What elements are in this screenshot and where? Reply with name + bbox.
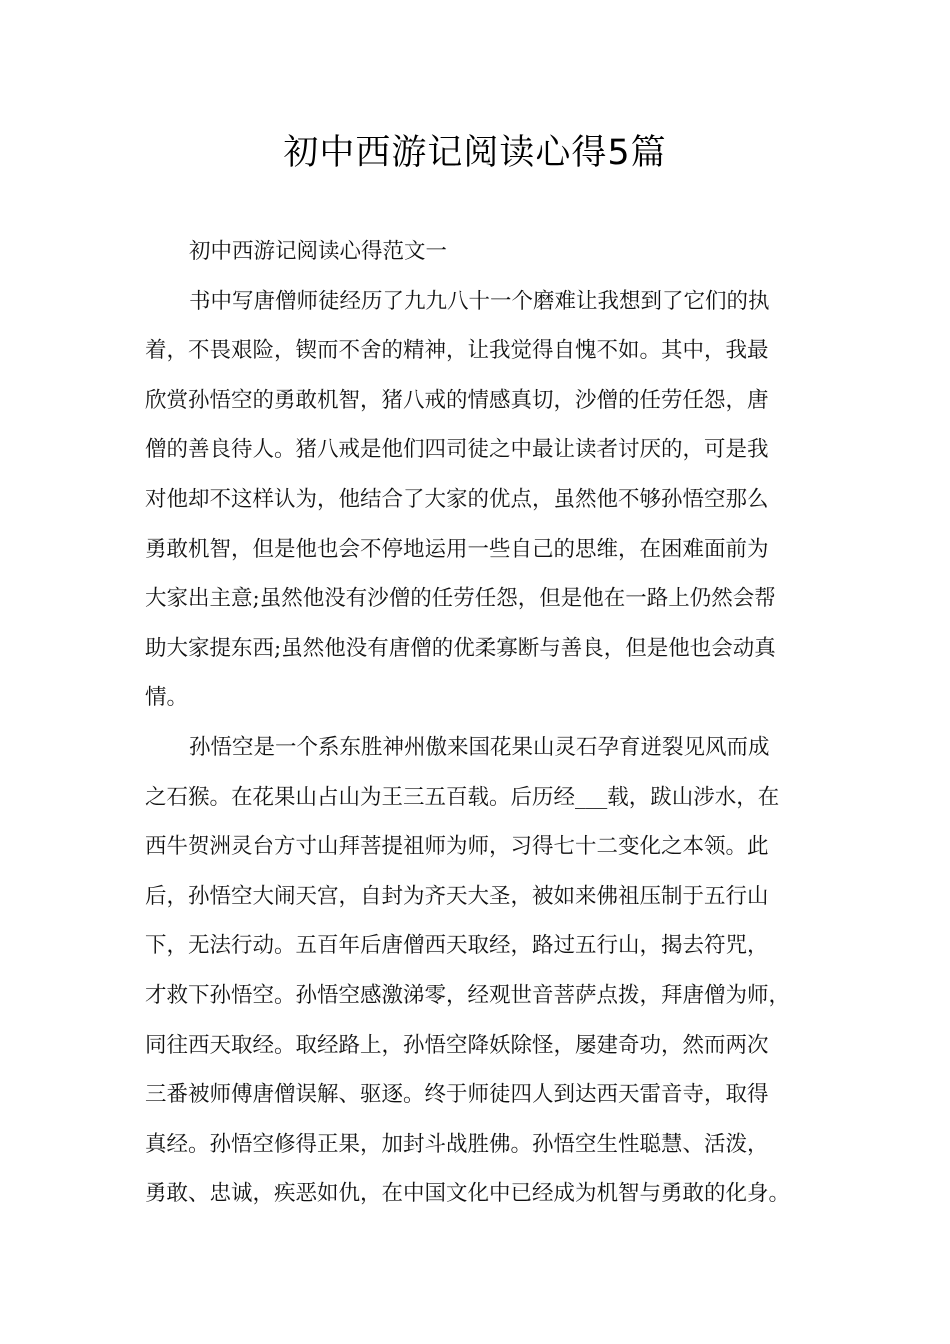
paragraph-line: 才救下孙悟空。孙悟空感激涕零，经观世音菩萨点拨，拜唐僧为师，: [145, 982, 791, 1008]
paragraph-2: [145, 723, 807, 1219]
paragraph-line: 助大家提东西;虽然他没有唐僧的优柔寡断与善良，但是他也会动真: [145, 635, 776, 661]
paragraph-line: 大家出主意;虽然他没有沙僧的任劳任怨，但是他在一路上仍然会帮: [145, 586, 776, 612]
paragraph-line: 西牛贺洲灵台方寸山拜菩提祖师为师，习得七十二变化之本领。此: [145, 834, 769, 860]
paragraph-line: 勇敢机智，但是他也会不停地运用一些自己的思维，在困难面前为: [145, 536, 769, 562]
paragraph-line: 僧的善良待人。猪八戒是他们四司徒之中最让读者讨厌的，可是我: [145, 437, 769, 463]
paragraph-line: 下，无法行动。五百年后唐僧西天取经，路过五行山，揭去符咒，: [145, 933, 769, 959]
paragraph-line: 着，不畏艰险，锲而不舍的精神，让我觉得自愧不如。其中，我最: [145, 338, 769, 364]
document-body: [145, 227, 807, 1219]
paragraph-line: 书中写唐僧师徒经历了九九八十一个磨难让我想到了它们的执: [189, 288, 770, 314]
paragraph-line: 同往西天取经。取经路上，孙悟空降妖除怪，屡建奇功，然而两次: [145, 1032, 769, 1058]
paragraph-line: 欣赏孙悟空的勇敢机智，猪八戒的情感真切，沙僧的任劳任怨，唐: [145, 387, 769, 413]
paragraph-line: 三番被师傅唐僧误解、驱逐。终于师徒四人到达西天雷音寺，取得: [145, 1082, 769, 1108]
paragraph-line: 之石猴。在花果山占山为王三五百载。后历经___载，跋山涉水，在: [145, 784, 780, 810]
paragraph-line: 情。: [145, 685, 189, 711]
paragraph-line: 后，孙悟空大闹天宫，自封为齐天大圣，被如来佛祖压制于五行山: [145, 883, 769, 909]
paragraph-line: 孙悟空是一个系东胜神州傲来国花果山灵石孕育迸裂见风而成: [189, 734, 770, 760]
paragraph-1: [145, 277, 807, 723]
section-subtitle: 初中西游记阅读心得范文一: [189, 239, 448, 264]
document-title: 初中西游记阅读心得5篇: [283, 133, 667, 173]
paragraph-line: 勇敢、忠诚，疾恶如仇，在中国文化中已经成为机智与勇敢的化身。: [145, 1181, 791, 1207]
paragraph-line: 真经。孙悟空修得正果，加封斗战胜佛。孙悟空生性聪慧、活泼，: [145, 1131, 769, 1157]
paragraph-line: 对他却不这样认为，他结合了大家的优点，虽然他不够孙悟空那么: [145, 486, 769, 512]
